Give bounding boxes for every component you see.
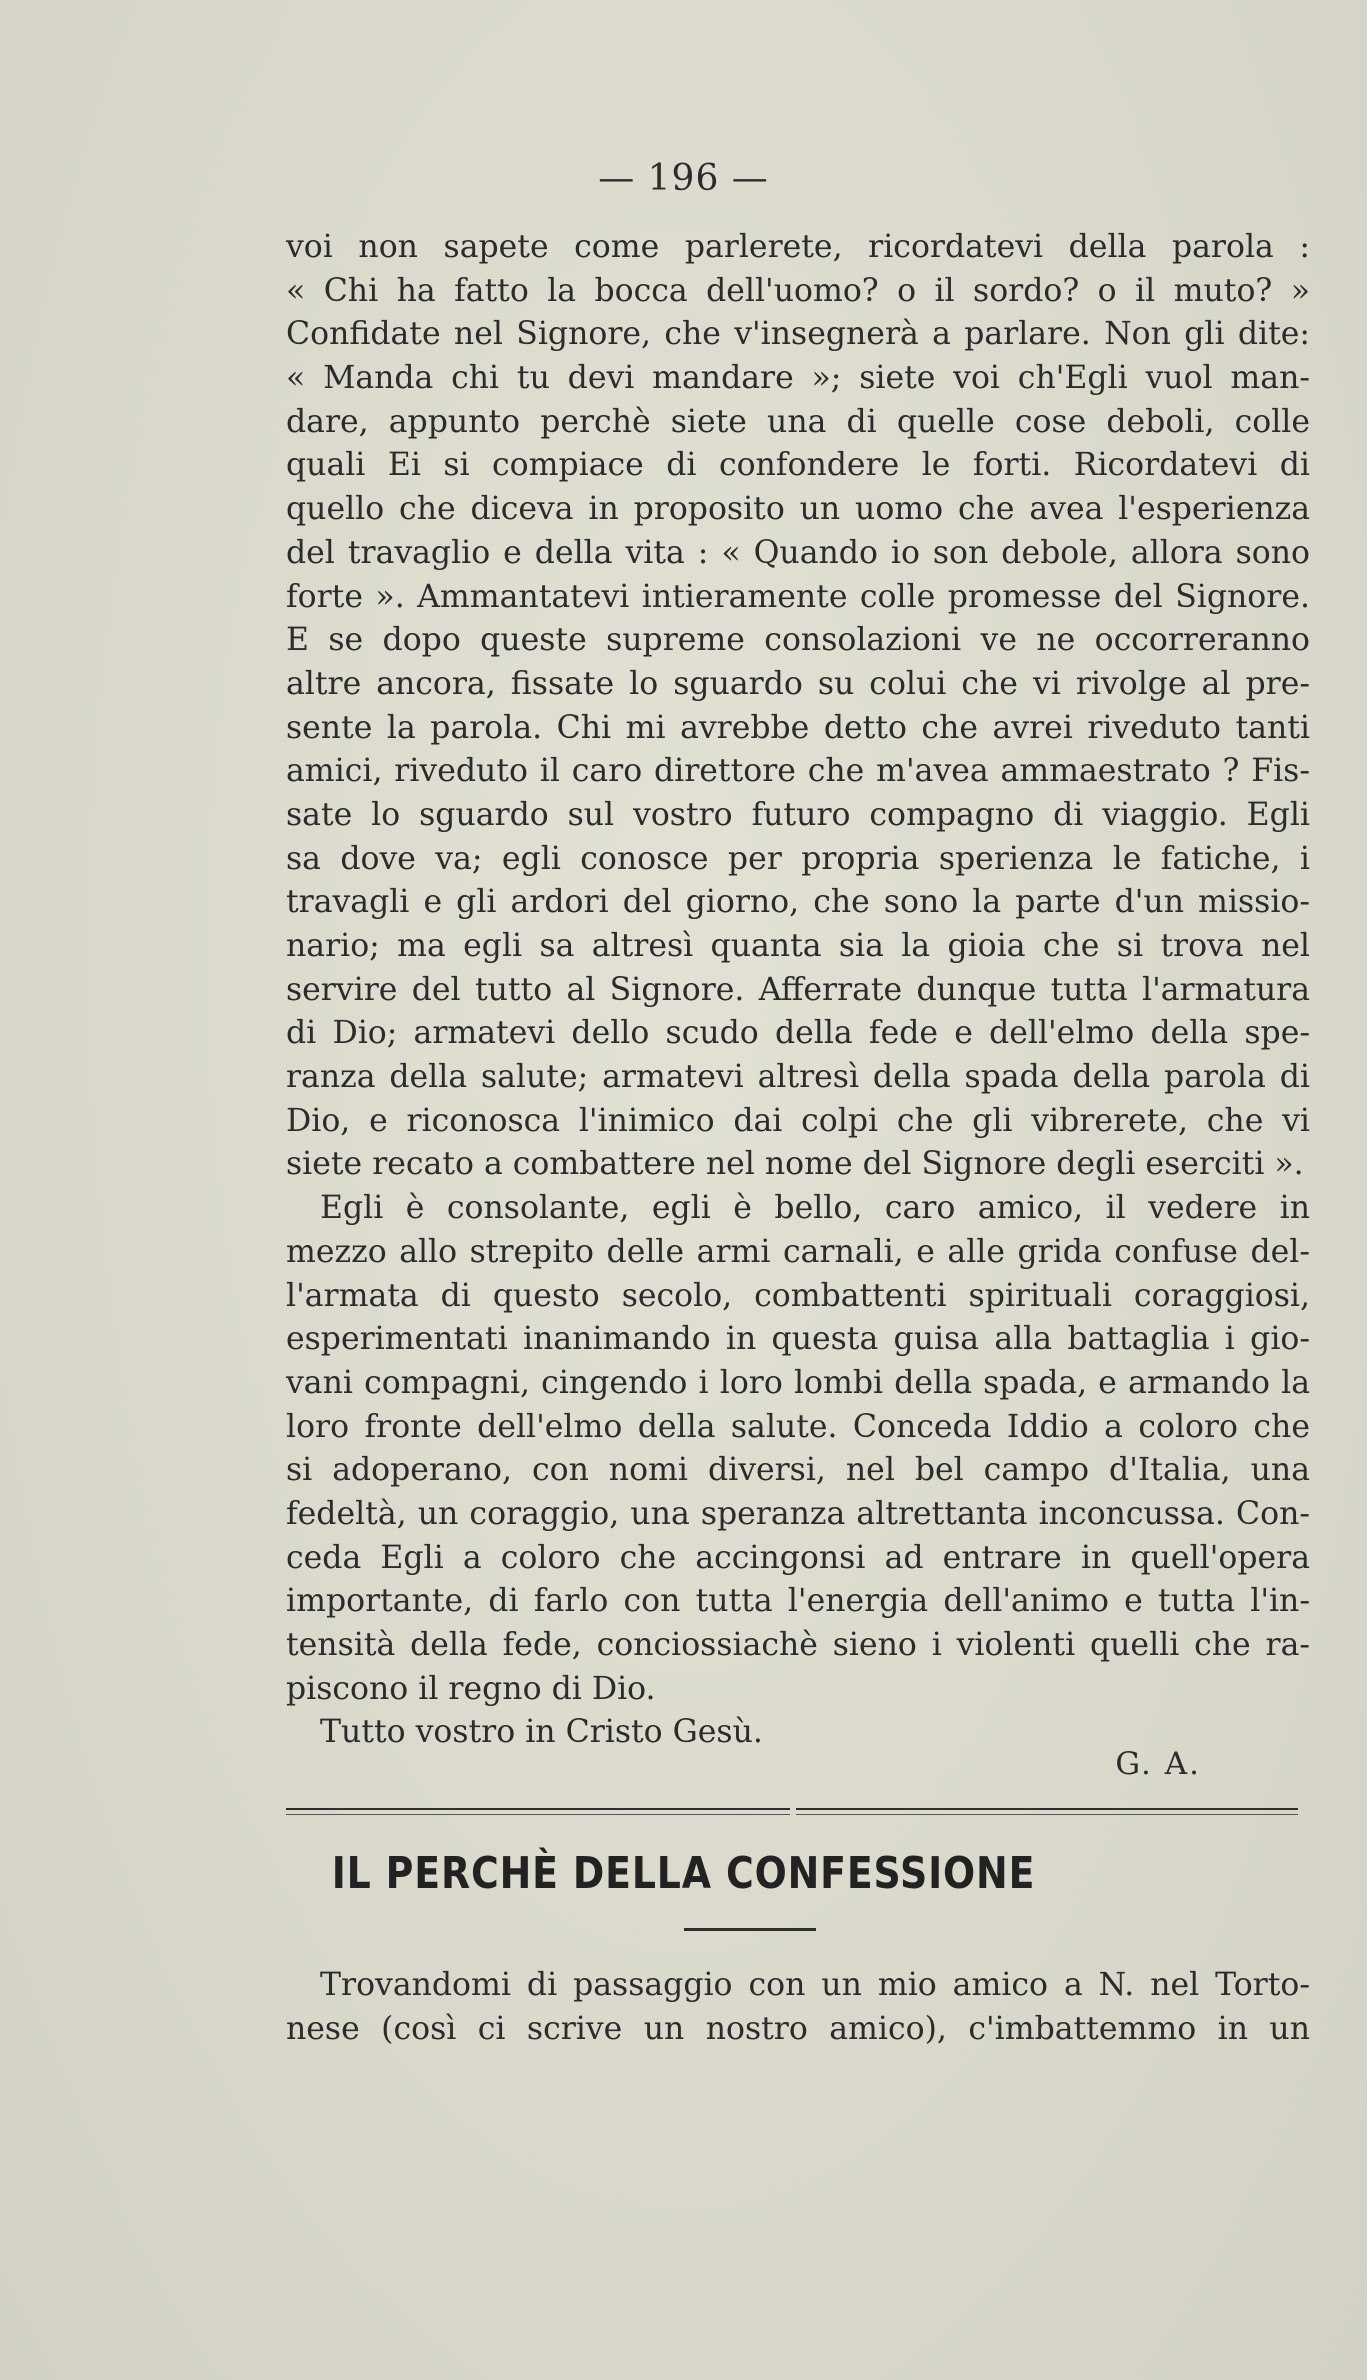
text-line: Dio, e riconosca l'inimico dai colpi che gli vibrerete, che vi — [286, 1102, 1310, 1139]
text-line: piscono il regno di Dio. — [286, 1670, 656, 1707]
text-line: esperimentati inanimando in questa guisa alla battaglia i gio- — [286, 1321, 1310, 1358]
letter-body — [286, 226, 1310, 1755]
text-line: quello che diceva in proposito un uomo che avea l'esperienza — [286, 491, 1310, 528]
text-line: loro fronte dell'elmo della salute. Conceda Iddio a coloro che — [286, 1408, 1310, 1445]
text-line: sate lo sguardo sul vostro futuro compagno di viaggio. Egli — [286, 796, 1310, 833]
text-line: vani compagni, cingendo i loro lombi della spada, e armando la — [286, 1364, 1310, 1401]
text-line: voi non sapete come parlerete, ricordatevi della parola : — [286, 229, 1310, 265]
text-line: servire del tutto al Signore. Afferrate dunque tutta l'armatura — [286, 971, 1310, 1008]
section-title: IL PERCHÈ DELLA CONFESSIONE — [331, 1848, 1036, 1899]
text-line: E se dopo queste supreme consolazioni ve ne occorreranno — [286, 622, 1310, 659]
text-line: l'armata di questo secolo, combattenti spirituali coraggiosi, — [286, 1277, 1310, 1314]
text-line: ranza della salute; armatevi altresì della spada della parola di — [286, 1059, 1310, 1096]
text-line: tensità della fede, conciossiachè sieno i violenti quelli che ra- — [286, 1627, 1310, 1663]
text-line: forte ». Ammantatevi intieramente colle promesse del Signore. — [286, 578, 1310, 615]
text-line: « Chi ha fatto la bocca dell'uomo? o il sordo? o il muto? » — [286, 272, 1310, 309]
text-line: altre ancora, fissate lo sguardo su colui che vi rivolge al pre- — [286, 665, 1310, 702]
text-line: ceda Egli a coloro che accingonsi ad entrare in quell'opera — [286, 1539, 1310, 1576]
text-line: importante, di farlo con tutta l'energia dell'animo e tutta l'in- — [286, 1583, 1310, 1620]
section-divider-left — [286, 1808, 790, 1815]
text-line: sa dove va; egli conosce per propria sperienza le fatiche, i — [286, 840, 1310, 877]
text-line: travagli e gli ardori del giorno, che sono la parte d'un missio- — [286, 884, 1310, 921]
title-underline — [684, 1928, 816, 1931]
text-line: dare, appunto perchè siete una di quelle cose deboli, colle — [286, 403, 1310, 440]
signature: G. A. — [1115, 1746, 1201, 1782]
text-line: amici, riveduto il caro direttore che m'avea ammaestrato ? Fis- — [286, 753, 1310, 790]
text-line: siete recato a combattere nel nome del Signore degli eserciti ». — [286, 1146, 1304, 1183]
text-line: Confidate nel Signore, che v'insegnerà a parlare. Non gli dite: — [286, 316, 1310, 353]
text-line: di Dio; armatevi dello scudo della fede e dell'elmo della spe- — [286, 1015, 1310, 1052]
text-line: nese (così ci scrive un nostro amico), c'imbattemmo in un — [286, 2010, 1310, 2047]
text-line: mezzo allo strepito delle armi carnali, e alle grida confuse del- — [286, 1233, 1310, 1270]
text-line: si adoperano, con nomi diversi, nel bel campo d'Italia, una — [286, 1452, 1310, 1489]
text-line: quali Ei si compiace di confondere le forti. Ricordatevi di — [286, 447, 1310, 484]
text-line: del travaglio e della vita : « Quando io son debole, allora sono — [286, 534, 1310, 571]
text-line: nario; ma egli sa altresì quanta sia la gioia che si trova nel — [286, 928, 1310, 964]
section-body — [286, 1964, 1310, 2051]
closing-line: Tutto vostro in Cristo Gesù. — [320, 1714, 763, 1751]
section-divider-right — [796, 1808, 1298, 1815]
page-number: — 196 — — [598, 158, 769, 199]
text-line: « Manda chi tu devi mandare »; siete voi ch'Egli vuol man- — [286, 360, 1310, 397]
text-line: Trovandomi di passaggio con un mio amico a N. nel Torto- — [320, 1967, 1310, 2003]
text-line: Egli è consolante, egli è bello, caro amico, il vedere in — [320, 1190, 1310, 1227]
text-line: fedeltà, un coraggio, una speranza altrettanta inconcussa. Con- — [286, 1495, 1310, 1532]
text-line: sente la parola. Chi mi avrebbe detto che avrei riveduto tanti — [286, 709, 1310, 746]
